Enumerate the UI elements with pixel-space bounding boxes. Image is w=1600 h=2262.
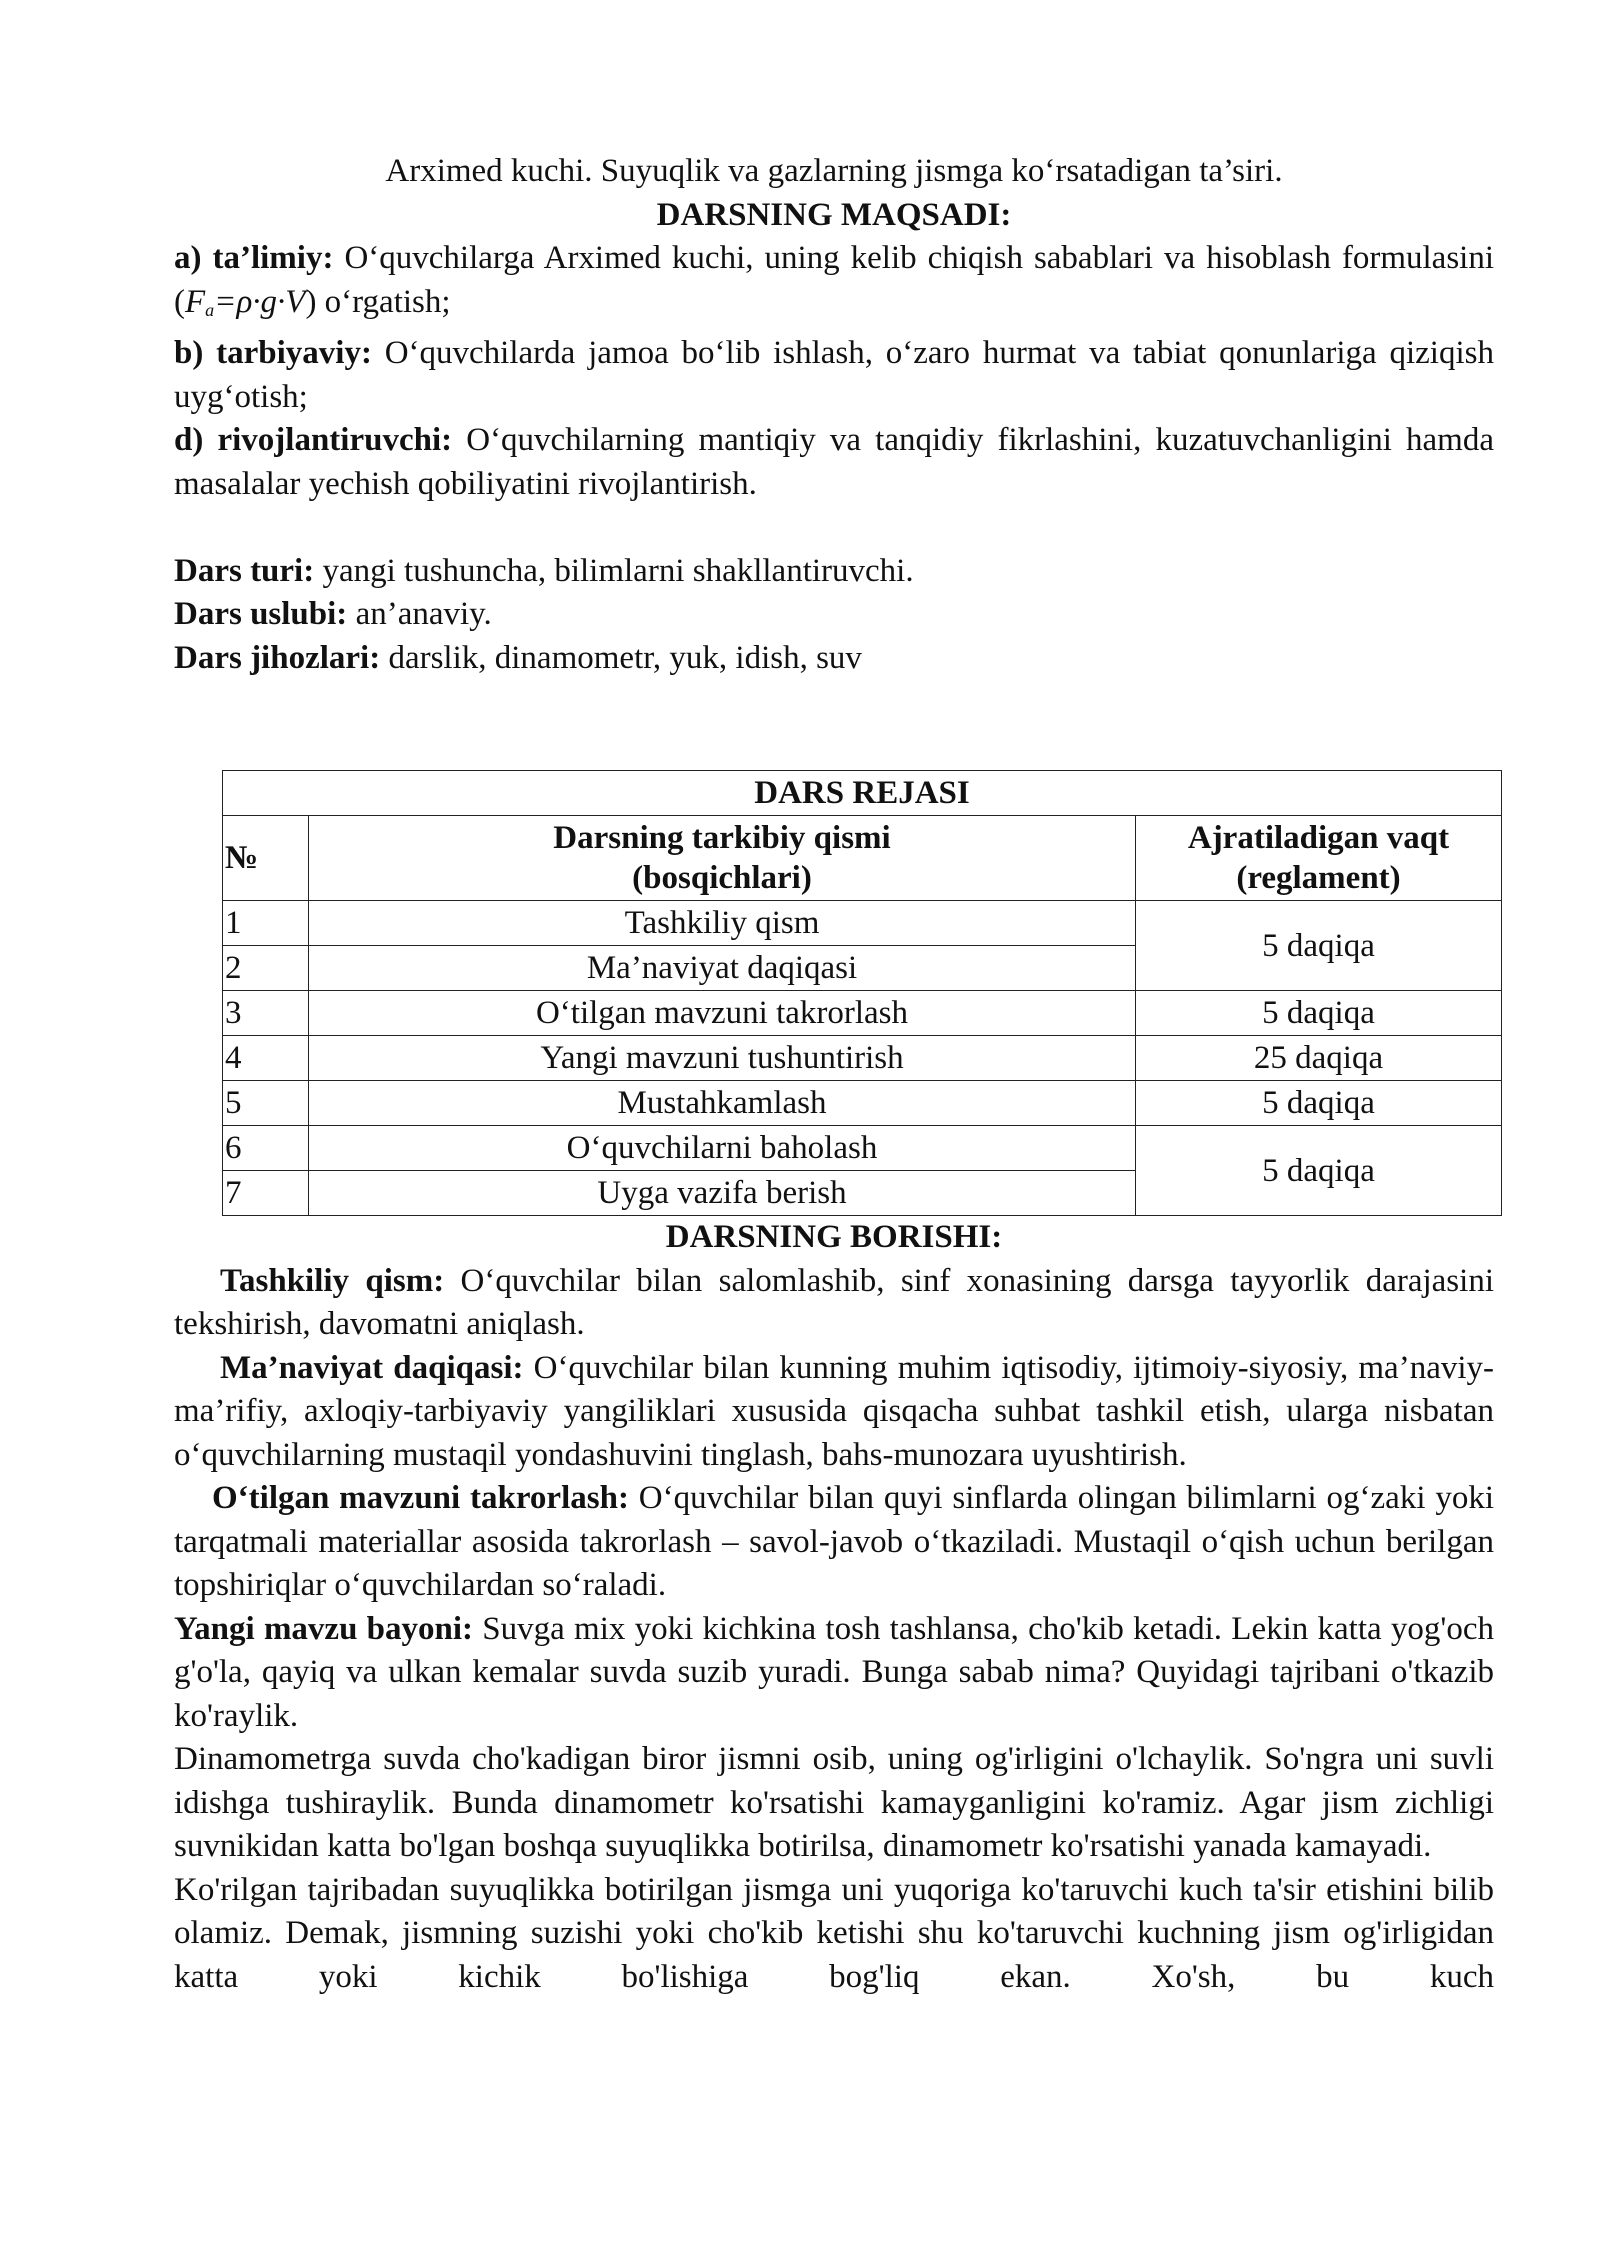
row-time: 5 daqiqa xyxy=(1136,901,1502,991)
process-review-text: O‘quvchilar bilan quyi sinflarda olingan bilimlarni og‘zaki yoki tarqatmali materiallar asosida takrorlash – savol-javob o‘tkaziladi. Mustaqil o‘qish uchun berilgan topshiriqlar o‘quvchilardan so‘raladi. xyxy=(174,1480,1494,1603)
col-header-stage-line1: Darsning tarkibiy qismi xyxy=(553,820,891,856)
process-organization-text: O‘quvchilar bilan salomlashib, sinf xonasining darsga tayyorlik darajasini tekshirish, davomatni aniqlash. xyxy=(174,1262,1494,1342)
col-header-time-line2: (reglament) xyxy=(1236,860,1401,896)
col-header-stage-line2: (bosqichlari) xyxy=(632,860,812,896)
row-stage: Tashkiliy qism xyxy=(309,901,1136,946)
col-header-time-line1: Ajratiladigan vaqt xyxy=(1187,820,1450,856)
goal-upbringing-label: b) tarbiyaviy: xyxy=(174,335,372,371)
row-stage: Mustahkamlash xyxy=(309,1081,1136,1126)
row-stage: O‘tilgan mavzuni takrorlash xyxy=(309,991,1136,1036)
lesson-type-value: yangi tushuncha, bilimlarni shakllantiruvchi. xyxy=(314,552,914,589)
process-spirituality xyxy=(174,1347,1494,1478)
lesson-method-value: an’anaviy. xyxy=(347,596,492,632)
col-header-stage xyxy=(309,816,1136,901)
process-heading: DARSNING BORISHI: xyxy=(665,1219,1003,1255)
row-number: 5 xyxy=(223,1081,309,1126)
formula-text: $F_a=\rho\cdot g\cdot V$ xyxy=(185,283,306,320)
lesson-equipment xyxy=(174,637,1494,681)
goal-upbringing-text: O‘quvchilarda jamoa bo‘lib ishlash, o‘zaro hurmat va tabiat qonunlariga qiziqish uyg‘otish; xyxy=(174,335,1494,415)
goal-developmental xyxy=(174,419,1494,506)
table-row xyxy=(223,901,1502,946)
lesson-equipment-label: Dars jihozlari: xyxy=(174,639,381,676)
table-row xyxy=(223,991,1502,1036)
lesson-equipment-value: darslik, dinamometr, yuk, idish, suv xyxy=(380,639,862,676)
process-organization-label: Tashkiliy qism: xyxy=(220,1262,445,1299)
goal-educational-label: a) ta’limiy: xyxy=(174,240,334,276)
table-row xyxy=(223,1081,1502,1126)
row-number: 7 xyxy=(223,1171,309,1216)
process-review xyxy=(174,1477,1494,1608)
lesson-type-label: Dars turi: xyxy=(174,552,315,589)
row-time: 25 daqiqa xyxy=(1136,1036,1502,1081)
plan-title-row xyxy=(223,771,1502,816)
archimedes-formula xyxy=(185,284,305,320)
lesson-method-label: Dars uslubi: xyxy=(174,596,348,632)
process-experiment: Dinamometrga suvda cho'kadigan biror jismni osib, uning og'irligini o'lchaylik. So'ngra uni suvli idishga tushiraylik. Bunda dinamometr ko'rsatishi kamayganligini ko'ramiz. Agar jism zichligi suvnikidan katta bo'lgan boshqa suyuqlikka botirilsa, dinamometr ko'rsatishi yanada kamayadi. xyxy=(174,1741,1494,1864)
lesson-type xyxy=(174,550,1494,594)
goals-heading: DARSNING MAQSADI: xyxy=(656,196,1012,233)
row-time: 5 daqiqa xyxy=(1136,1126,1502,1216)
goal-developmental-label: d) rivojlantiruvchi: xyxy=(174,422,453,458)
goal-educational-text-1: O‘quvchilarga Arximed kuchi, uning kelib chiqish sabablari va hisoblash formulasini ( xyxy=(174,240,1494,320)
process-new-topic xyxy=(174,1608,1494,1739)
row-stage: O‘quvchilarni baholash xyxy=(309,1126,1136,1171)
lesson-method xyxy=(174,593,1494,637)
plan-title: DARS REJASI xyxy=(223,771,1502,816)
lesson-plan-table xyxy=(222,770,1502,1216)
plan-header-row xyxy=(223,816,1502,901)
row-time: 5 daqiqa xyxy=(1136,1081,1502,1126)
process-new-topic-label: Yangi mavzu bayoni: xyxy=(174,1610,474,1647)
process-organization xyxy=(174,1260,1494,1347)
row-stage: Ma’naviyat daqiqasi xyxy=(309,946,1136,991)
document-title: Arximed kuchi. Suyuqlik va gazlarning jismga ko‘rsatadigan ta’siri. xyxy=(385,153,1283,189)
process-spirituality-text: O‘quvchilar bilan kunning muhim iqtisodiy, ijtimoiy-siyosiy, ma’naviy-ma’rifiy, axloqiy-tarbiyaviy yangiliklari xususida qisqacha suhbat tashkil etish, ularga nisbatan o‘quvchilarning mustaqil yondashuvini tinglash, bahs-munozara uyushtirish. xyxy=(174,1349,1495,1473)
row-stage: Yangi mavzuni tushuntirish xyxy=(309,1036,1136,1081)
row-stage: Uyga vazifa berish xyxy=(309,1171,1136,1216)
row-number: 3 xyxy=(223,991,309,1036)
row-number: 6 xyxy=(223,1126,309,1171)
col-header-number: № xyxy=(223,816,309,901)
goal-educational-text-2: ) o‘rgatish; xyxy=(305,283,451,320)
goal-developmental-text: O‘quvchilarning mantiqiy va tanqidiy fikrlashini, kuzatuvchanligini hamda masalalar yechish qobiliyatini rivojlantirish. xyxy=(174,422,1494,502)
process-review-label: O‘tilgan mavzuni takrorlash: xyxy=(212,1480,629,1516)
goal-upbringing xyxy=(174,332,1494,419)
row-time: 5 daqiqa xyxy=(1136,991,1502,1036)
col-header-time xyxy=(1136,816,1502,901)
table-row xyxy=(223,1126,1502,1171)
process-new-topic-text: Suvga mix yoki kichkina tosh tashlansa, cho'kib ketadi. Lekin katta yog'och g'o'la, qayiq va ulkan kemalar suvda suzib yuradi. Bunga sabab nima? Quyidagi tajribani o'tkazib ko'raylik. xyxy=(174,1610,1494,1734)
process-conclusion: Ko'rilgan tajribadan suyuqlikka botirilgan jismga uni yuqoriga ko'taruvchi kuch ta'sir etishini bilib olamiz. Demak, jismning suzishi yoki cho'kib ketishi shu ko'taruvchi kuchning jism og'irligidan katta yoki kichik bo'lishiga bog'liq ekan. Xo'sh, bu kuch xyxy=(174,1871,1494,1995)
table-row xyxy=(223,1036,1502,1081)
row-number: 2 xyxy=(223,946,309,991)
goal-educational xyxy=(174,237,1494,332)
process-spirituality-label: Ma’naviyat daqiqasi: xyxy=(220,1349,524,1386)
row-number: 1 xyxy=(223,901,309,946)
document-page xyxy=(174,150,1494,1999)
row-number: 4 xyxy=(223,1036,309,1081)
